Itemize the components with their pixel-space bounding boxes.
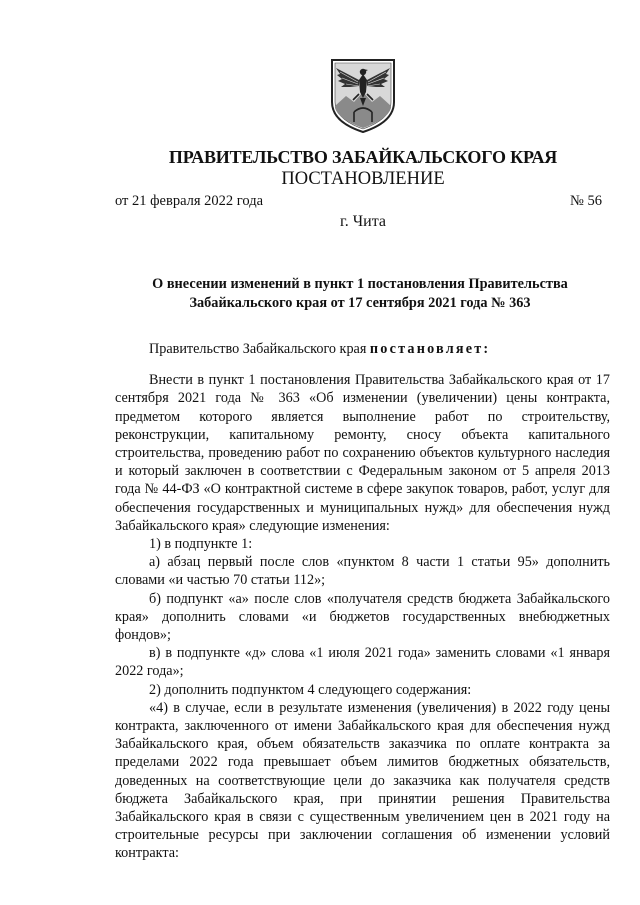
preamble-lead: Правительство Забайкальского края — [149, 341, 370, 357]
document-number: № 56 — [570, 193, 602, 209]
subject-line: О внесении изменений в пункт 1 постановления Правительства — [152, 276, 568, 292]
body-paragraph: в) в подпункте «д» слова «1 июля 2021 года» заменить словами «1 января 2022 года»; — [115, 645, 610, 680]
body-paragraph: 2) дополнить подпунктом 4 следующего содержания: — [149, 681, 472, 698]
body-paragraph: «4) в случае, если в результате изменения (увеличения) в 2022 году цены контракта, заключенного от имени Забайкальского края для обеспечения нужд Забайкальского края, объем обязательств заказчика по оплате контракта за пределами 2022 года превышает объем лимитов бюджетных обязательств, доведенных на соответствующие цели до заказчика как получателя средств бюджета Забайкальского края, при принятии решения Правительства Забайкальского края в связи с существенным увеличением цен в 2021 году на строительные ресурсы при заключении соглашения об изменении условий контракта: — [115, 699, 610, 862]
document-subject — [110, 275, 610, 313]
body-paragraph: а) абзац первый после слов «пунктом 8 части 1 статьи 95» дополнить словами «и частью 70 статьи 112»; — [115, 554, 610, 589]
body-paragraph: 1) в подпункте 1: — [149, 536, 253, 553]
government-name: ПРАВИТЕЛЬСТВО ЗАБАЙКАЛЬСКОГО КРАЯ — [168, 147, 558, 167]
coat-of-arms-icon — [326, 56, 400, 134]
document-city: г. Чита — [339, 213, 386, 230]
subject-line: Забайкальского края от 17 сентября 2021 года № 363 — [189, 295, 531, 311]
document-date: от 21 февраля 2022 года — [115, 193, 264, 209]
document-type: ПОСТАНОВЛЕНИЕ — [281, 169, 445, 189]
body-paragraph: б) подпункт «а» после слов «получателя средств бюджета Забайкальского края» дополнить словами «и бюджетов государственных внебюджетных фондов»; — [115, 590, 610, 644]
preamble-decree: постановляет: — [369, 341, 491, 357]
body-paragraph: Внести в пункт 1 постановления Правительства Забайкальского края от 17 сентября 2021 года № 363 «Об изменении (увеличении) цены контракта, предметом которого является выполнение работ по строительству, реконструкции, капитальному ремонту, сносу объекта капитального строительства, проведению работ по сохранению объектов культурного наследия и который заключен в соответствии с Федеральным законом от 5 апреля 2013 года № 44-ФЗ «О контрактной системе в сфере закупок товаров, работ, услуг для обеспечения государственных и муниципальных нужд» для обеспечения нужд Забайкальского края» следующие изменения: — [115, 372, 610, 534]
preamble — [115, 340, 610, 358]
document-body — [115, 340, 610, 863]
